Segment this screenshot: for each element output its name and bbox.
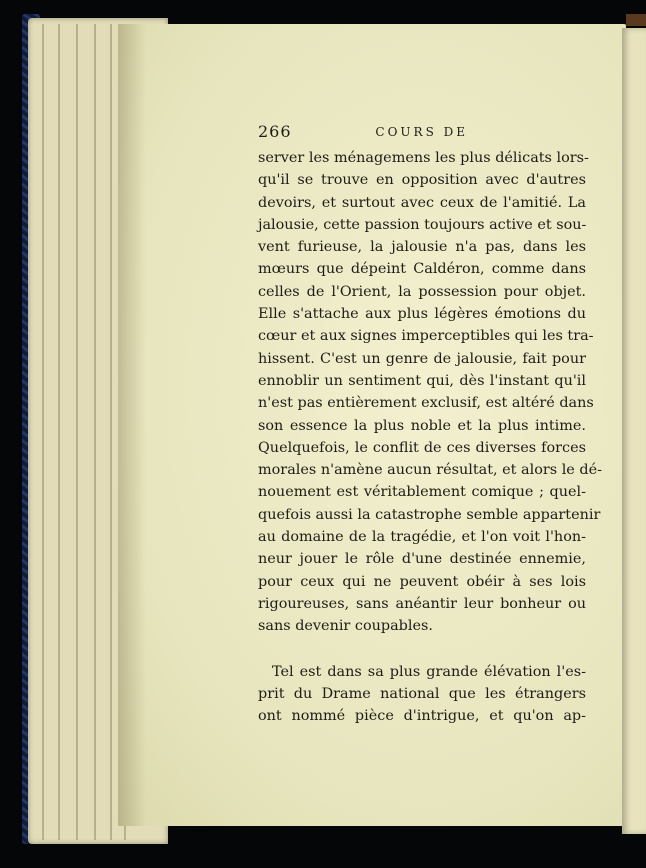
text-line: Quelquefois, le conflit de ces diverses forces xyxy=(258,439,586,456)
text-line: celles de l'Orient, la possession pour objet. xyxy=(258,283,586,300)
text-line: quefois aussi la catastrophe semble appartenir xyxy=(258,506,601,523)
text-block xyxy=(258,122,602,727)
text-line: morales n'amène aucun résultat, et alors le dé- xyxy=(258,462,602,479)
gutter-shadow xyxy=(118,24,146,826)
text-line: ennoblir un sentiment qui, dès l'instant qu'il xyxy=(258,372,586,389)
text-line: rigoureuses, sans anéantir leur bonheur ou xyxy=(258,595,586,612)
text-line: neur jouer le rôle d'une destinée ennemie, xyxy=(258,551,586,568)
text-line: mœurs que dépeint Caldéron, comme dans xyxy=(258,261,586,278)
text-line: devoirs, et surtout avec ceux de l'amitié. La xyxy=(258,194,586,211)
text-line: ont nommé pièce d'intrigue, et qu'on ap- xyxy=(258,708,586,725)
text-line: nouement est véritablement comique ; quel- xyxy=(258,484,586,501)
page-edge xyxy=(58,24,60,840)
page-edge xyxy=(110,24,112,840)
running-head xyxy=(258,122,468,141)
text-line: vent furieuse, la jalousie n'a pas, dans les xyxy=(258,239,586,256)
text-line: pour ceux qui ne peuvent obéir à ses lois xyxy=(258,573,586,590)
text-line: jalousie, cette passion toujours active et sou- xyxy=(258,216,587,233)
text-line: qu'il se trouve en opposition avec d'autres xyxy=(258,172,586,189)
page-edge xyxy=(94,24,96,840)
page-number: 266 xyxy=(258,122,292,141)
paragraph-2 xyxy=(258,661,586,728)
page-edge xyxy=(42,24,44,840)
cover-corner xyxy=(626,14,646,26)
running-title: COURS DE xyxy=(375,125,468,139)
text-line: son essence la plus noble et la plus intime. xyxy=(258,417,586,434)
text-line: Tel est dans sa plus grande élévation l'es- xyxy=(272,663,586,680)
text-line: prit du Drame national que les étrangers xyxy=(258,685,586,702)
text-line: sans devenir coupables. xyxy=(258,618,433,635)
text-line: hissent. C'est un genre de jalousie, fait pour xyxy=(258,350,586,367)
text-line: Elle s'attache aux plus légères émotions du xyxy=(258,306,586,323)
paragraph-gap xyxy=(258,638,586,661)
page-edge xyxy=(76,24,78,840)
text-line: cœur et aux signes imperceptibles qui les tra- xyxy=(258,328,594,345)
text-line: server les ménagemens les plus délicats lors- xyxy=(258,150,589,166)
text-line: au domaine de la tragédie, et l'on voit l'hon- xyxy=(258,529,586,546)
paragraph-1 xyxy=(258,147,602,638)
facing-page-edge xyxy=(622,28,646,834)
text-line: n'est pas entièrement exclusif, est altéré dans xyxy=(258,395,594,412)
